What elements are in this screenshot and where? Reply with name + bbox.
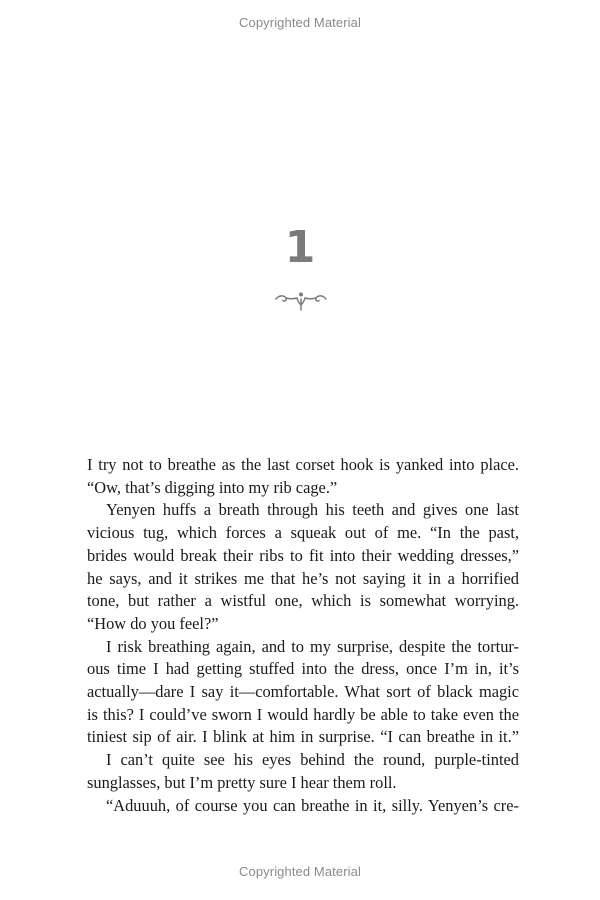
text-line: tone, but rather a wistful one, which is somewhat worrying.: [87, 591, 519, 611]
text-line: he says, and it strikes me that he’s not saying it in a horrified: [87, 568, 519, 588]
text-line: sunglasses, but I’m pretty sure I hear them roll.: [87, 772, 397, 792]
text-line: I try not to breathe as the last corset hook is yanked into place.: [87, 455, 519, 474]
text-line: ous time I had getting stuffed into the dress, once I’m in, it’s: [87, 659, 519, 679]
chapter-ornament-icon: [273, 290, 329, 312]
text-line: I risk breathing again, and to my surprise, despite the tortur-: [106, 636, 519, 656]
text-line: Yenyen huffs a breath through his teeth and gives one last: [106, 500, 519, 520]
text-line: actually—dare I say it—comfortable. What sort of black magic: [87, 682, 519, 702]
text-line: brides would break their ribs to fit into their wedding dresses,”: [87, 545, 519, 565]
text-line: vicious tug, which forces a squeak out of me. “In the past,: [87, 523, 519, 543]
text-line: “Ow, that’s digging into my rib cage.”: [87, 477, 338, 497]
text-line: “How do you feel?”: [87, 613, 219, 633]
chapter-number: 1: [284, 222, 316, 273]
text-line: I can’t quite see his eyes behind the round, purple-tinted: [106, 750, 519, 770]
watermark-top: Copyrighted Material: [239, 15, 361, 30]
watermark-bottom: Copyrighted Material: [239, 864, 361, 879]
text-line: tiniest sip of air. I blink at him in surprise. “I can breathe in it.”: [87, 727, 519, 747]
text-line: “Aduuuh, of course you can breathe in it, silly. Yenyen’s cre-: [106, 795, 519, 815]
body-text: [87, 454, 519, 817]
text-line: is this? I could’ve sworn I would hardly be able to take even the: [87, 704, 519, 724]
